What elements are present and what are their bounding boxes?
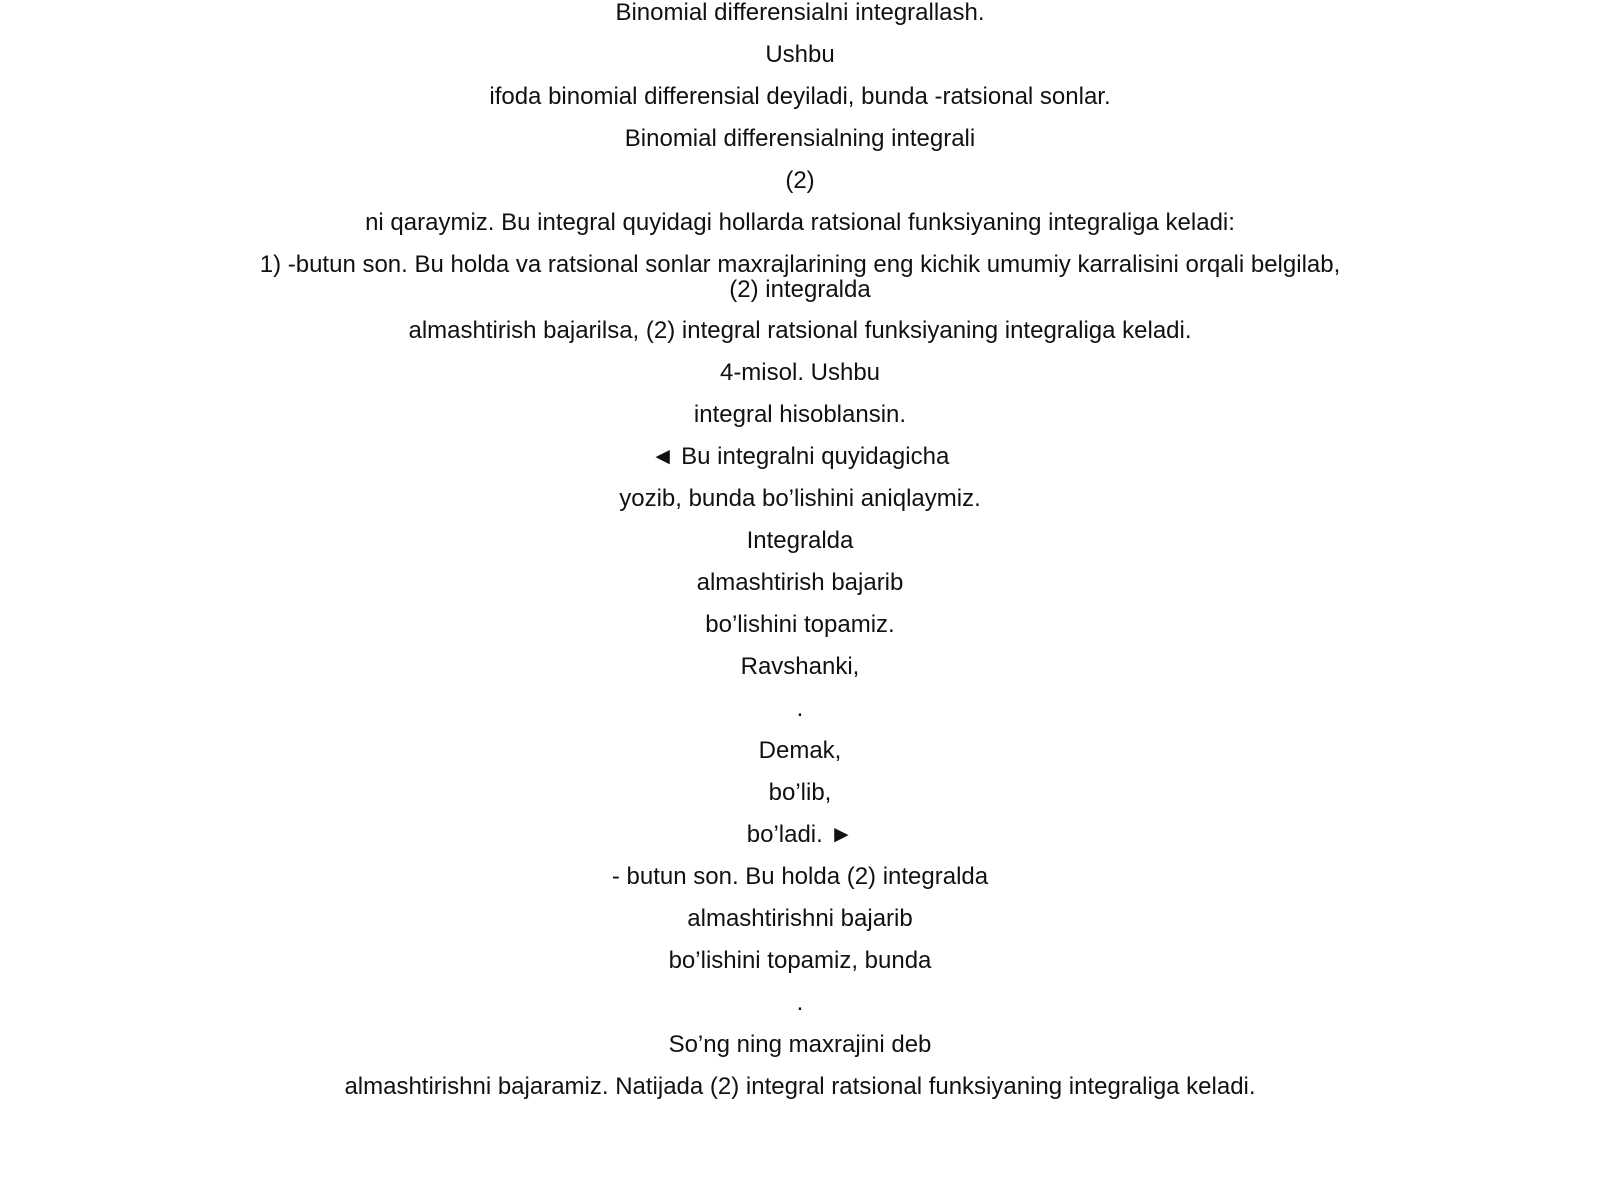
text-line: - butun son. Bu holda (2) integralda: [611, 863, 989, 890]
text-line: So’ng ning maxrajini deb: [668, 1031, 932, 1058]
text-line: .: [796, 695, 804, 722]
text-line: .: [796, 989, 804, 1016]
text-line: Binomial differensialning integrali: [624, 125, 976, 152]
text-paragraph: 1) -butun son. Bu holda va ratsional sonlar maxrajlarining eng kichik umumiy karralisini orqali belgilab, (2) integralda: [259, 251, 1341, 303]
text-line: almashtirish bajarilsa, (2) integral ratsional funksiyaning integraliga keladi.: [408, 317, 1192, 344]
text-line: ◄ Bu integralni quyidagicha: [650, 443, 950, 470]
text-line: bo’ladi. ►: [746, 821, 854, 848]
text-line: almashtirish bajarib: [696, 569, 904, 596]
document-title: Binomial differensialni integrallash.: [615, 0, 985, 26]
text-line: ni qaraymiz. Bu integral quyidagi hollarda ratsional funksiyaning integraliga keladi:: [365, 209, 1235, 236]
text-line: yozib, bunda bo’lishini aniqlaymiz.: [619, 485, 981, 512]
text-line: almashtirishni bajaramiz. Natijada (2) integral ratsional funksiyaning integraliga keladi.: [344, 1073, 1256, 1100]
text-line: Demak,: [758, 737, 842, 764]
text-line: integral hisoblansin.: [693, 401, 907, 428]
text-line: bo’lishini topamiz.: [705, 611, 895, 638]
text-line: ifoda binomial differensial deyiladi, bunda -ratsional sonlar.: [489, 83, 1111, 110]
text-line: Ushbu: [765, 41, 835, 68]
example-heading: 4-misol. Ushbu: [719, 359, 881, 386]
equation-number: (2): [785, 167, 815, 194]
text-line: Ravshanki,: [740, 653, 860, 680]
text-line: bo’lishini topamiz, bunda: [668, 947, 932, 974]
text-line: almashtirishni bajarib: [687, 905, 913, 932]
text-line: Integralda: [746, 527, 854, 554]
text-line: bo’lib,: [768, 779, 832, 806]
